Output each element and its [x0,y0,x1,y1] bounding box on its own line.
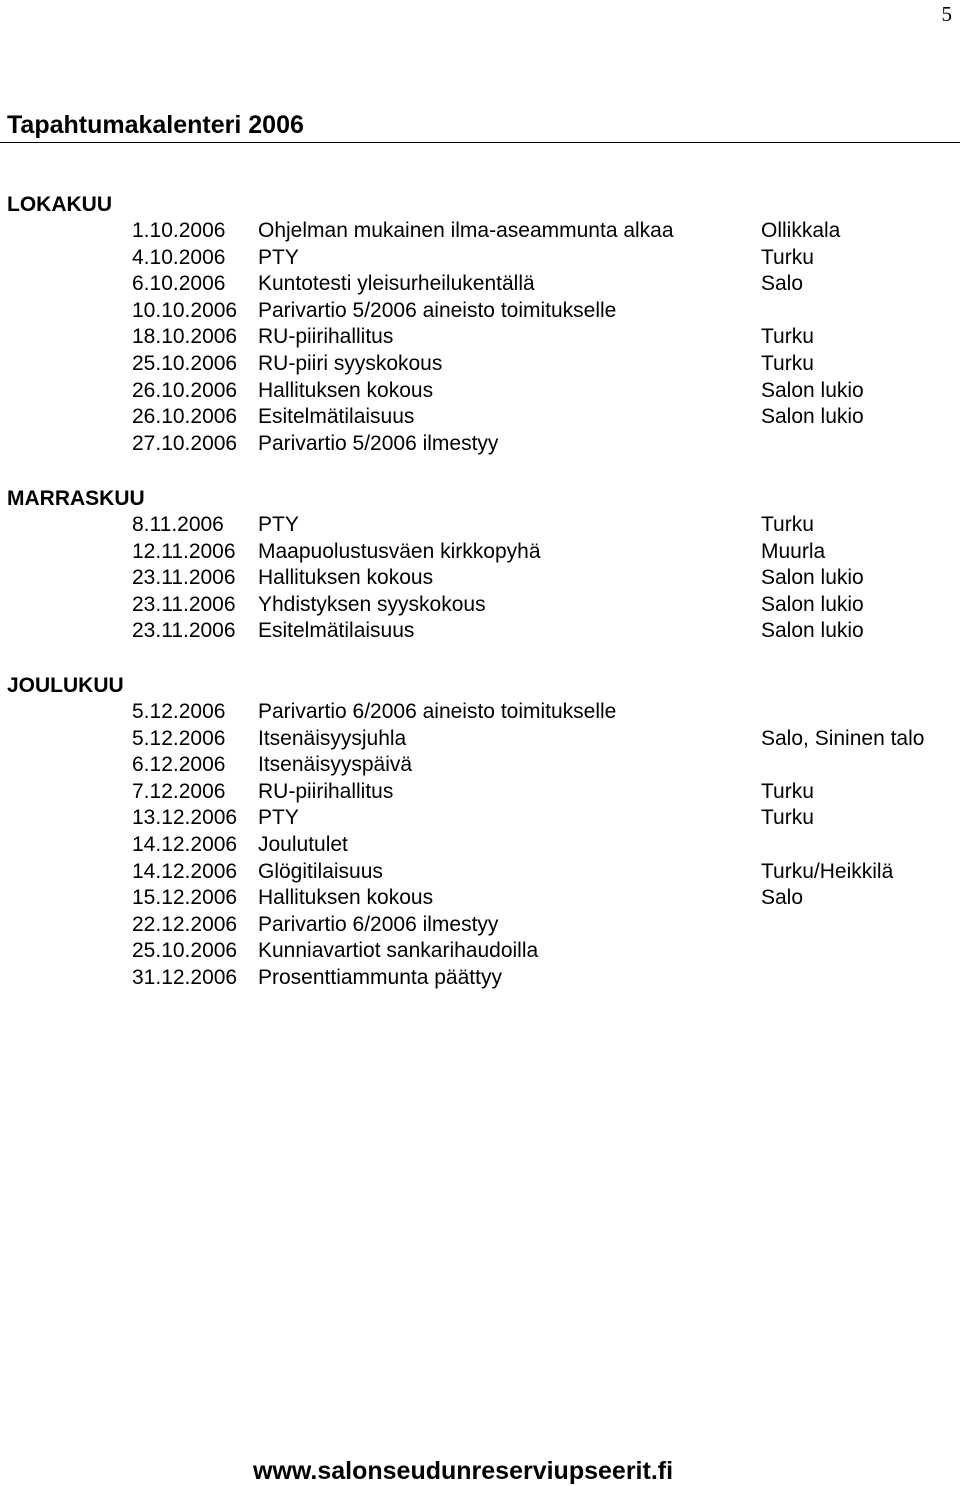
event-date: 13.12.2006 [132,806,238,830]
event-title: Parivartio 6/2006 ilmestyy [258,912,499,936]
event-title: Itsenäisyyspäivä [258,753,413,777]
event-row [0,779,960,806]
event-row [0,938,960,965]
event-row [0,298,960,325]
event-title: Parivartio 5/2006 aineisto toimitukselle [258,298,617,322]
event-row [0,618,960,645]
event-row [0,912,960,939]
event-title: RU-piirihallitus [258,325,394,349]
event-title: Kunniavartiot sankarihaudoilla [258,939,539,963]
section-heading: JOULUKUU [7,674,124,697]
event-date: 12.11.2006 [132,539,236,563]
event-date: 5.12.2006 [132,726,226,750]
event-title: Yhdistyksen syyskokous [258,592,486,616]
event-date: 1.10.2006 [132,219,226,242]
event-title: Kuntotesti yleisurheilukentällä [258,272,535,296]
event-date: 25.10.2006 [132,351,238,375]
event-place: Turku/Heikkilä [761,859,894,883]
event-title: Hallituksen kokous [258,378,434,402]
event-place: Salon lukio [761,405,864,429]
event-row [0,218,960,245]
page-title: Tapahtumakalenteri 2006 [7,111,304,139]
event-list [0,218,960,457]
event-date: 8.11.2006 [132,513,224,536]
event-title: Itsenäisyysjuhla [258,726,407,750]
event-title: Ohjelman mukainen ilma-aseammunta alkaa [258,219,674,242]
event-title: Hallituksen kokous [258,566,434,590]
event-place: Salon lukio [761,619,864,643]
event-date: 14.12.2006 [132,832,238,856]
event-title: Maapuolustusväen kirkkopyhä [258,539,541,563]
event-date: 27.10.2006 [132,431,238,455]
event-row [0,885,960,912]
event-date: 4.10.2006 [132,245,226,269]
event-date: 26.10.2006 [132,405,238,429]
event-title: Hallituksen kokous [258,886,434,910]
event-row [0,378,960,405]
event-date: 18.10.2006 [132,325,238,349]
event-title: Prosenttiammunta päättyy [258,965,502,989]
event-row [0,539,960,566]
event-title: PTY [258,513,299,536]
event-row [0,245,960,272]
event-date: 10.10.2006 [132,298,238,322]
page-number: 5 [941,2,952,26]
event-title: PTY [258,806,299,830]
event-row [0,404,960,431]
event-list [0,512,960,645]
event-date: 23.11.2006 [132,592,236,616]
event-place: Salon lukio [761,378,864,402]
event-row [0,699,960,726]
event-place: Muurla [761,539,826,563]
event-date: 26.10.2006 [132,378,238,402]
event-place: Salon lukio [761,566,864,590]
event-date: 23.11.2006 [132,619,236,643]
event-date: 6.10.2006 [132,272,226,296]
event-row [0,859,960,886]
event-place: Turku [761,325,814,349]
event-place: Turku [761,245,814,269]
event-row [0,271,960,298]
event-row [0,832,960,859]
section-heading: MARRASKUU [7,487,145,510]
footer-website-url[interactable]: www.salonseudunreserviupseerit.fi [253,1457,674,1485]
event-date: 6.12.2006 [132,753,226,777]
event-place: Salo [761,886,804,910]
event-place: Turku [761,351,814,375]
event-row [0,565,960,592]
event-place: Turku [761,806,814,830]
event-row [0,726,960,753]
event-title: Esitelmätilaisuus [258,619,415,643]
section-heading: LOKAKUU [7,193,112,216]
event-date: 14.12.2006 [132,859,238,883]
event-place: Turku [761,779,814,803]
event-row [0,324,960,351]
event-title: PTY [258,245,299,269]
event-row [0,752,960,779]
event-date: 31.12.2006 [132,965,238,989]
event-place: Turku [761,513,814,536]
event-place: Ollikkala [761,219,841,242]
event-row [0,592,960,619]
event-title: Parivartio 5/2006 ilmestyy [258,431,499,455]
event-list [0,699,960,992]
event-row [0,351,960,378]
event-title: RU-piirihallitus [258,779,394,803]
event-title: Glögitilaisuus [258,859,383,883]
event-title: Esitelmätilaisuus [258,405,415,429]
event-date: 15.12.2006 [132,886,238,910]
title-divider [0,142,960,143]
event-title: Parivartio 6/2006 aineisto toimitukselle [258,700,617,723]
event-date: 22.12.2006 [132,912,238,936]
event-date: 5.12.2006 [132,700,226,723]
event-place: Salon lukio [761,592,864,616]
event-date: 7.12.2006 [132,779,226,803]
event-title: Joulutulet [258,832,348,856]
event-row [0,512,960,539]
event-date: 23.11.2006 [132,566,236,590]
event-row [0,805,960,832]
event-row [0,965,960,992]
event-row [0,431,960,458]
event-place: Salo, Sininen talo [761,726,925,750]
event-place: Salo [761,272,804,296]
event-title: RU-piiri syyskokous [258,351,443,375]
event-date: 25.10.2006 [132,939,238,963]
